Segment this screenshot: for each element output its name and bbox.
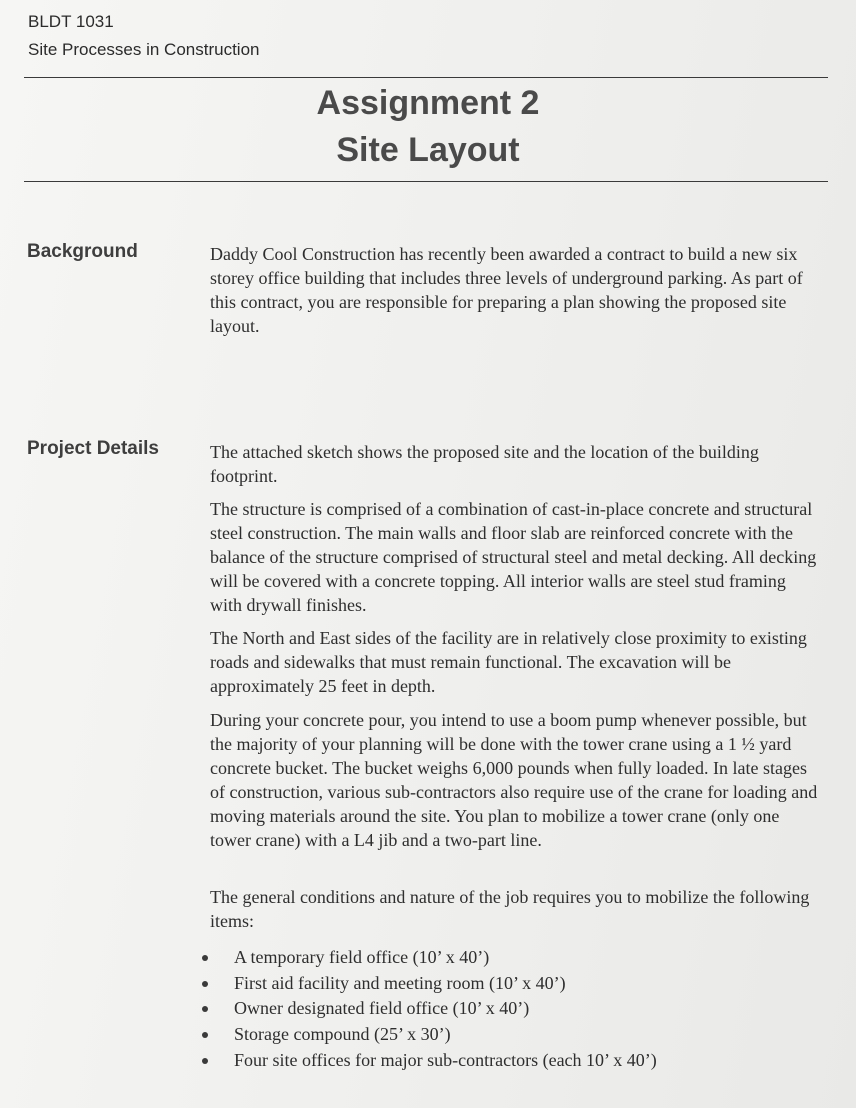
list-item-text: Owner designated field office (10’ x 40’) [234, 998, 530, 1019]
paragraph: The structure is comprised of a combination of cast-in-place concrete and structural steel construction. The main walls and floor slab are reinforced concrete with the balance of the structure comprised of structural steel and metal decking. All decking will be covered with a concrete topping. All interior walls are steel stud framing with drywall finishes. [210, 499, 817, 615]
bullet-icon [202, 1006, 208, 1012]
project-paragraph-general-conditions [210, 885, 810, 933]
paragraph: The attached sketch shows the proposed site and the location of the building footprint. [210, 442, 759, 486]
mobilization-list [200, 945, 800, 1074]
project-details-heading: Project Details [27, 438, 159, 459]
list-item [200, 971, 800, 997]
paragraph: The general conditions and nature of the job requires you to mobilize the following items: [210, 887, 810, 931]
bullet-icon [202, 1032, 208, 1038]
course-name: Site Processes in Construction [28, 40, 260, 59]
project-paragraph-concrete-pour [210, 708, 820, 852]
list-item-text: A temporary field office (10’ x 40’) [234, 947, 490, 967]
background-heading: Background [27, 241, 138, 262]
list-item [200, 996, 800, 1022]
list-item [200, 1048, 800, 1074]
list-item-text: Storage compound (25’ x 30’) [234, 1024, 451, 1045]
list-item [200, 1022, 800, 1048]
assignment-title: Assignment 2 [316, 84, 540, 122]
background-paragraph: Daddy Cool Construction has recently been awarded a contract to build a new six storey office building that includes three levels of underground parking. As part of this contract, you are responsible for preparing a plan showing the proposed site layout. [210, 244, 803, 336]
project-paragraph-site-access [210, 626, 820, 698]
project-paragraph-structure [210, 497, 820, 617]
top-divider [24, 77, 828, 78]
list-item [200, 945, 800, 971]
bullet-icon [202, 1058, 208, 1064]
background-text [210, 242, 818, 338]
assignment-subtitle: Site Layout [336, 131, 520, 169]
project-paragraph-sketch [210, 440, 810, 488]
bullet-icon [202, 981, 208, 987]
paragraph: The North and East sides of the facility are in relatively close proximity to existing roads and sidewalks that must remain functional. The excavation will be approximately 25 feet in depth. [210, 628, 807, 696]
list-item-text: First aid facility and meeting room (10’ x 40’) [234, 972, 566, 993]
list-item-text: Four site offices for major sub-contractors (each 10’ x 40’) [234, 1049, 657, 1070]
bottom-divider [24, 181, 828, 182]
course-code: BLDT 1031 [28, 12, 114, 31]
bullet-icon [202, 955, 208, 961]
paragraph: During your concrete pour, you intend to use a boom pump whenever possible, but the majority of your planning will be done with the tower crane using a 1 ½ yard concrete bucket. The bucket weighs 6,000 pounds when fully loaded. In late stages of construction, various sub-contractors also require use of the crane for loading and moving materials around the site. You plan to mobilize a tower crane (only one tower crane) with a L4 jib and a two-part line. [210, 710, 818, 850]
